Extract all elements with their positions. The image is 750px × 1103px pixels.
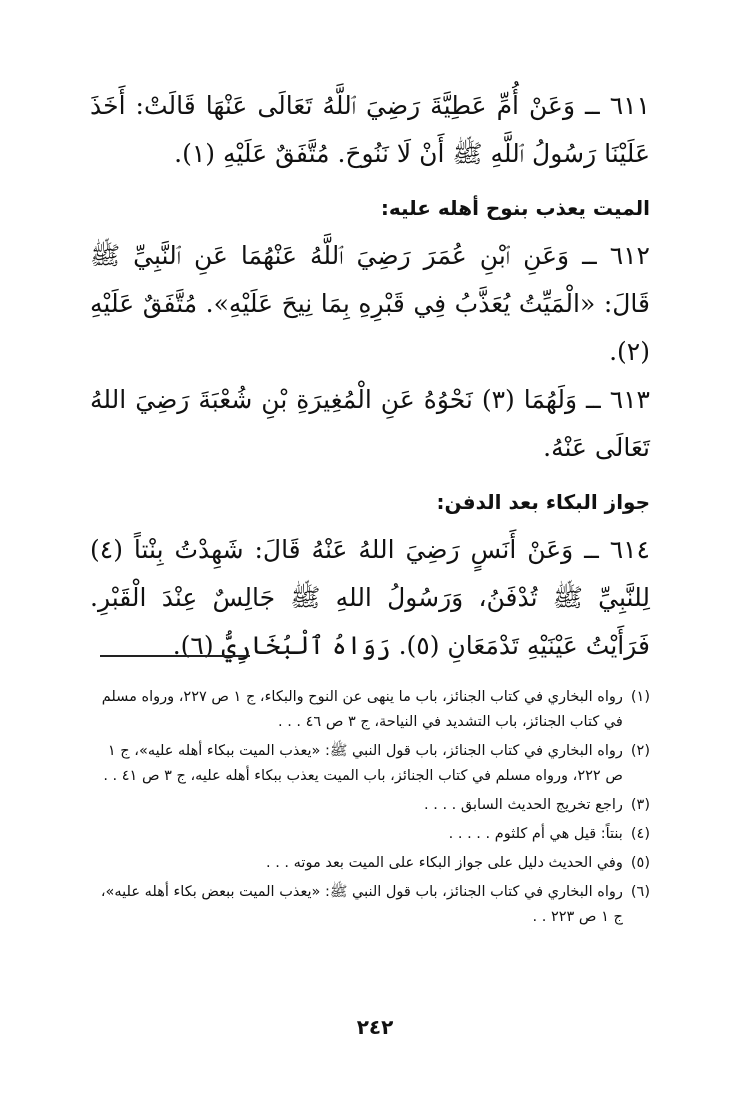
footnote-number: (٥) bbox=[630, 855, 650, 871]
section-heading-mourning: الميت يعذب بنوح أهله عليه: bbox=[380, 196, 650, 220]
footnote-text: رواه البخاري في كتاب الجنائز، باب قول النبي ﷺ: «يعذب الميت ببعض بكاء أهله عليه»، ج ١ ص ٢٢٣ . . bbox=[100, 884, 623, 925]
footnote-text: وفي الحديث دليل على جواز البكاء على الميت بعد موته . . . bbox=[266, 855, 623, 871]
hadith-612: ٦١٢ ــ وَعَنِ ٱبْنِ عُمَرَ رَضِيَ ٱللَّهُ عَنْهُمَا عَنِ ٱلنَّبِيِّ ﷺ قَالَ: «الْمَيِّتُ يُعَذَّبُ فِي قَبْرِهِ بِمَا نِيحَ عَلَيْهِ». مُتَّفَقٌ عَلَيْهِ (٢). bbox=[90, 241, 650, 366]
main-text bbox=[90, 82, 650, 670]
footnote-number: (٦) bbox=[630, 884, 650, 900]
footnote-text: رواه البخاري في كتاب الجنائز، باب ما ينهى عن النوح والبكاء، ج ١ ص ٢٢٧، ورواه مسلم في كتاب الجنائز، باب التشديد في النياحة، ج ٣ ص ٤٦ . . . bbox=[101, 689, 623, 730]
footnote-text: راجع تخريج الحديث السابق . . . . bbox=[424, 797, 623, 813]
footnote-number: (٤) bbox=[630, 826, 650, 842]
footnote-divider bbox=[100, 655, 250, 657]
footnote-number: (١) bbox=[630, 689, 650, 705]
footnote-2 bbox=[95, 739, 650, 789]
footnote-text: رواه البخاري في كتاب الجنائز، باب قول النبي ﷺ: «يعذب الميت ببكاء أهله عليه»، ج ١ ص ٢٢٢، ورواه مسلم في كتاب الجنائز، باب الميت يعذب ببكاء أهله عليه، ج ٣ ص ٤١ . . bbox=[103, 743, 623, 784]
footnote-3 bbox=[95, 793, 650, 818]
footnote-4 bbox=[95, 822, 650, 847]
footnote-1 bbox=[95, 685, 650, 735]
page-number: ٢٤٢ bbox=[356, 1015, 394, 1039]
footnote-number: (٣) bbox=[630, 797, 650, 813]
footnote-number: (٢) bbox=[630, 743, 650, 759]
footnote-6 bbox=[95, 880, 650, 930]
hadith-614: ٦١٤ ــ وَعَنْ أَنَسٍ رَضِيَ اللهُ عَنْهُ قَالَ: شَهِدْتُ بِنْتاً (٤) لِلنَّبِيِّ ﷺ تُدْفَنُ، وَرَسُولُ اللهِ ﷺ جَالِسٌ عِنْدَ الْقَبْرِ. فَرَأَيْتُ عَيْنَيْهِ تَدْمَعَانِ (٥). رَوَاهُ ٱلْبُخَارِيُّ (٦). bbox=[90, 535, 650, 660]
footnote-5 bbox=[95, 851, 650, 876]
hadith-611: ٦١١ ــ وَعَنْ أُمِّ عَطِيَّةَ رَضِيَ ٱللَّهُ تَعَالَى عَنْهَا قَالَتْ: أَخَذَ عَلَيْنَا رَسُولُ ٱللَّهِ ﷺ أَنْ لَا نَنُوحَ. مُتَّفَقٌ عَلَيْهِ (١). bbox=[90, 91, 650, 168]
section-heading-weeping: جواز البكاء بعد الدفن: bbox=[436, 490, 650, 514]
footnotes bbox=[95, 685, 650, 934]
footnote-text: بنتاً: قيل هي أم كلثوم . . . . . bbox=[448, 826, 623, 842]
hadith-613: ٦١٣ ــ وَلَهُمَا (٣) نَحْوُهُ عَنِ الْمُغِيرَةِ بْنِ شُعْبَةَ رَضِيَ اللهُ تَعَالَى عَنْهُ. bbox=[90, 385, 650, 462]
